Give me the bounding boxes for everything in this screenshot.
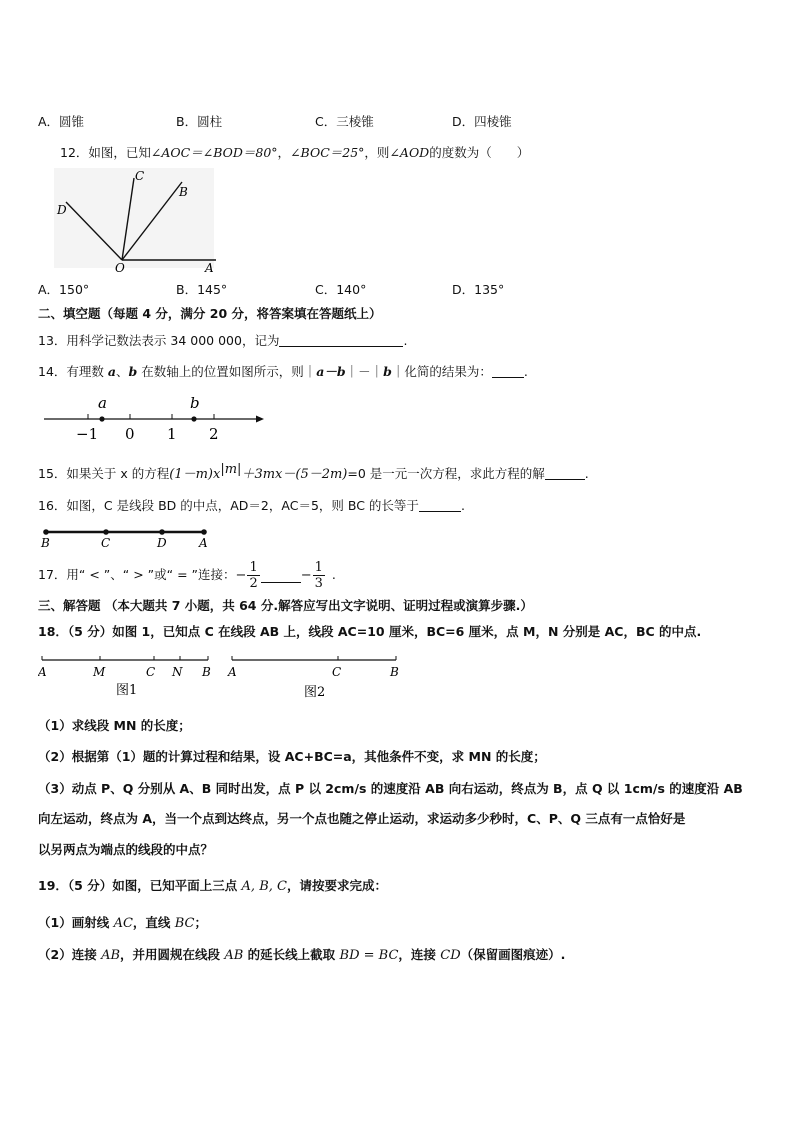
q14-expr-1: a－b xyxy=(316,364,346,379)
point-b xyxy=(43,529,49,535)
q17-denominator-1: 2 xyxy=(249,576,258,591)
q19-part-1 xyxy=(38,914,207,933)
q17-end: . xyxy=(331,567,336,582)
q19-ray-ac: AC xyxy=(113,916,133,931)
label-o: O xyxy=(115,261,125,275)
q19-eq-bd-bc: BD = BC xyxy=(339,948,399,963)
q17-numerator-1: 1 xyxy=(249,560,258,575)
label-c: C xyxy=(101,536,111,550)
label-c: C xyxy=(332,665,342,679)
q17-denominator-2: 3 xyxy=(314,576,323,591)
q18-stem: 18．（5 分）如图 1，已知点 C 在线段 AB 上，线段 AC=10 厘米，BC=6 厘米，点 M，N 分别是 AC，BC 的中点. xyxy=(38,624,702,639)
q19-seg-ab-2: AB xyxy=(224,948,244,963)
label-a: A xyxy=(199,536,208,550)
axis-arrow-icon xyxy=(256,416,264,423)
q12-option-b: B．145° xyxy=(176,282,228,297)
q18-figure-1 xyxy=(38,650,218,700)
q11-option-b: B．圆柱 xyxy=(176,114,223,129)
point-a xyxy=(201,529,207,535)
q14-t3: 在数轴上的位置如图所示，则｜ xyxy=(137,364,317,379)
q18-figure-2 xyxy=(226,650,406,702)
q18-part-3-line-2: 向左运动，终点为 A，当一个点到达终点，另一个点也随之停止运动，求运动多少秒时，C、P、Q 三点有一点恰好是 xyxy=(38,811,686,826)
q18-part-3-line-3: 以另两点为端点的线段的中点？ xyxy=(38,842,214,857)
q19-stem xyxy=(38,877,387,896)
q11-option-a: A．圆锥 xyxy=(38,114,85,129)
q16-end: . xyxy=(460,498,465,513)
label-d: D xyxy=(57,203,67,217)
q13-answer-blank[interactable] xyxy=(279,332,403,347)
tick-label-2: 2 xyxy=(209,425,219,443)
point-a xyxy=(99,416,104,421)
q14-expr-2: b xyxy=(383,364,392,379)
q17-fraction-1 xyxy=(247,560,259,591)
q19-stem-a: 19．（5 分）如图，已知平面上三点 xyxy=(38,878,242,893)
label-b: B xyxy=(179,185,188,199)
q12-option-c: C．140° xyxy=(315,282,367,297)
q17-numerator-2: 1 xyxy=(314,560,323,575)
q14-t4: ｜－｜ xyxy=(345,364,384,379)
q14 xyxy=(38,363,528,381)
q16-text: 16．如图，C 是线段 BD 的中点，AD＝2，AC＝5，则 BC 的长等于 xyxy=(38,498,419,513)
q16-answer-blank[interactable] xyxy=(419,497,461,512)
q17-answer-blank[interactable] xyxy=(261,568,301,583)
figure-background xyxy=(54,168,214,268)
q12-condition-1: ∠AOC＝∠BOD＝80° xyxy=(150,145,278,160)
q19-seg-ab: AB xyxy=(101,948,121,963)
q18-part-3-line-1: （3）动点 P、Q 分别从 A、B 同时出发，点 P 以 2cm/s 的速度沿 AB 向右运动，终点为 B，点 Q 以 1cm/s 的速度沿 AB xyxy=(38,781,743,796)
q14-number-line xyxy=(38,392,270,444)
q19-p1a: （1）画射线 xyxy=(38,915,114,930)
q19-p2e: （保留画图痕迹）. xyxy=(460,947,566,962)
q14-t1: 14．有理数 xyxy=(38,364,108,379)
q14-t5: ｜化简的结果为： xyxy=(391,364,492,379)
q15-exponent: |m| xyxy=(220,462,242,477)
q17-text: 17．用“ < ”、“ > ”或“ = ”连接： xyxy=(38,567,236,582)
q19-p2b: ，并用圆规在线段 xyxy=(120,947,225,962)
q12-option-d: D．135° xyxy=(452,282,505,297)
label-d: D xyxy=(157,536,167,550)
label-b: B xyxy=(202,665,211,679)
q19-line-bc: BC xyxy=(174,916,195,931)
q14-t2: 、 xyxy=(116,364,129,379)
label-m: M xyxy=(93,665,106,679)
section-3-title: 三、解答题 （本大题共 7 小题，共 64 分.解答应写出文字说明、证明过程或演算步骤.） xyxy=(38,598,533,613)
q17-fraction-2 xyxy=(313,560,325,591)
q19-p2a: （2）连接 xyxy=(38,947,102,962)
q12-suffix: 的度数为（ ） xyxy=(429,145,530,160)
q12-option-a: A．150° xyxy=(38,282,90,297)
q12-angle-figure xyxy=(54,168,224,276)
q19-p1b: ，直线 xyxy=(132,915,175,930)
point-a-label: a xyxy=(98,394,107,412)
label-a: A xyxy=(38,665,47,679)
figure-1-caption: 图1 xyxy=(116,683,138,698)
q12-prefix: 12．如图，已知 xyxy=(60,145,151,160)
figure-2-caption: 图2 xyxy=(304,685,326,700)
point-b xyxy=(191,416,196,421)
q13-text: 13．用科学记数法表示 34 000 000，记为 xyxy=(38,333,280,348)
q15-t2: =0 是一元一次方程，求此方程的解 xyxy=(347,466,545,482)
q11-option-c: C．三棱锥 xyxy=(315,114,374,129)
q19-part-2 xyxy=(38,946,565,965)
label-c: C xyxy=(135,169,145,183)
point-c xyxy=(103,529,109,535)
q14-answer-blank[interactable] xyxy=(492,363,524,378)
label-n: N xyxy=(172,665,183,679)
q12-condition-2: ∠BOC＝25° xyxy=(290,145,365,160)
tick-label-1: 1 xyxy=(167,425,177,443)
q17-neg-1: − xyxy=(235,568,247,583)
q14-var-b: b xyxy=(128,364,138,379)
q15-eq-b: ＋3mx－(5－2m) xyxy=(241,467,348,483)
q14-end: . xyxy=(523,364,528,379)
tick-label-neg1: −1 xyxy=(76,425,99,443)
q19-seg-cd: CD xyxy=(440,948,461,963)
q14-var-a: a xyxy=(107,364,116,379)
section-2-title: 二、填空题（每题 4 分，满分 20 分，将答案填在答题纸上） xyxy=(38,306,382,321)
tick-label-0: 0 xyxy=(125,425,135,443)
q15 xyxy=(38,461,589,484)
label-c: C xyxy=(146,665,156,679)
q15-eq-a: (1－m)x xyxy=(169,467,221,483)
q11-option-d: D．四棱锥 xyxy=(452,114,512,129)
q17-neg-2: − xyxy=(300,568,312,583)
q15-t1: 15．如果关于 x 的方程 xyxy=(38,466,170,482)
q12-mid: ，则 xyxy=(364,145,390,160)
q12-stem xyxy=(60,144,529,162)
q19-points: A, B, C xyxy=(241,879,287,894)
q19-p2c: 的延长线上截取 xyxy=(243,947,340,962)
q15-end: . xyxy=(584,466,589,482)
q19-p2d: ，连接 xyxy=(398,947,441,962)
point-b-label: b xyxy=(190,394,200,412)
label-a: A xyxy=(205,261,214,275)
q19-stem-b: ，请按要求完成： xyxy=(286,878,387,893)
label-a: A xyxy=(228,665,237,679)
q17 xyxy=(38,556,336,595)
q18-part-2: （2）根据第（1）题的计算过程和结果，设 AC+BC=a，其他条件不变，求 MN 的长度； xyxy=(38,749,546,764)
q19-p1c: ； xyxy=(194,915,208,930)
q13-end: . xyxy=(403,333,408,348)
q16 xyxy=(38,497,465,515)
q16-segment-figure xyxy=(38,524,218,552)
q18-part-1: （1）求线段 MN 的长度； xyxy=(38,718,191,733)
q12-target-angle: ∠AOD xyxy=(389,145,430,160)
label-b: B xyxy=(41,536,50,550)
point-d xyxy=(159,529,165,535)
q13 xyxy=(38,332,407,350)
label-b: B xyxy=(390,665,399,679)
q12-sep: ， xyxy=(277,145,291,160)
q15-answer-blank[interactable] xyxy=(545,465,585,480)
